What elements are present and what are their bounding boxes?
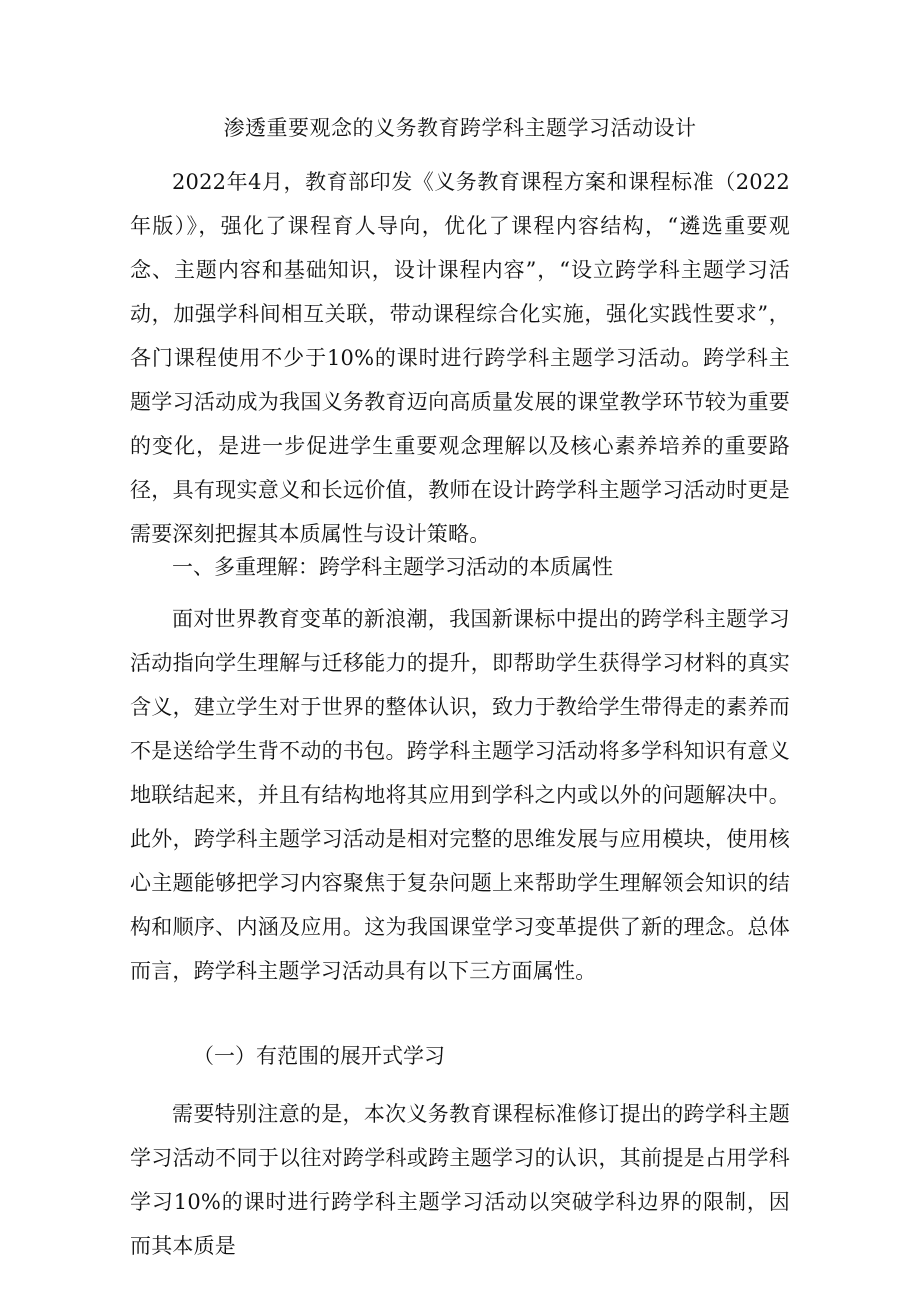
subsection-1-paragraph: 需要特别注意的是，本次义务教育课程标准修订提出的跨学科主题学习活动不同于以往对跨学科或跨主题学习的认识，其前提是占用学科学习10%的课时进行跨学科主题学习活动以突破学科边界的限制，因而其本质是: [130, 1102, 790, 1258]
section-1-paragraph: 面对世界教育变革的新浪潮，我国新课标中提出的跨学科主题学习活动指向学生理解与迁移能力的提升，即帮助学生获得学习材料的真实含义，建立学生对于世界的整体认识，致力于教给学生带得走的素养而不是送给学生背不动的书包。跨学科主题学习活动将多学科知识有意义地联结起来，并且有结构地将其应用到学科之内或以外的问题解决中。此外，跨学科主题学习活动是相对完整的思维发展与应用模块，使用核心主题能够把学习内容聚焦于复杂问题上来帮助学生理解领会知识的结构和顺序、内涵及应用。这为我国课堂学习变革提供了新的理念。总体而言，跨学科主题学习活动具有以下三方面属性。: [130, 607, 790, 983]
subsection-heading-1: （一）有范围的展开式学习: [193, 1044, 445, 1068]
section-heading-1: 一、多重理解：跨学科主题学习活动的本质属性: [172, 555, 613, 579]
intro-paragraph: 2022年4月，教育部印发《义务教育课程方案和课程标准（2022年版）》，强化了课程育人导向，优化了课程内容结构，“遴选重要观念、主题内容和基础知识，设计课程内容”，“设立跨学科主题学习活动，加强学科间相互关联，带动课程综合化实施，强化实践性要求”，各门课程使用不少于10%的课时进行跨学科主题学习活动。跨学科主题学习活动成为我国义务教育迈向高质量发展的课堂教学环节较为重要的变化，是进一步促进学生重要观念理解以及核心素养培养的重要路径，具有现实意义和长远价值，教师在设计跨学科主题学习活动时更是需要深刻把握其本质属性与设计策略。: [130, 170, 790, 546]
document-title: 渗透重要观念的义务教育跨学科主题学习活动设计: [223, 116, 697, 140]
